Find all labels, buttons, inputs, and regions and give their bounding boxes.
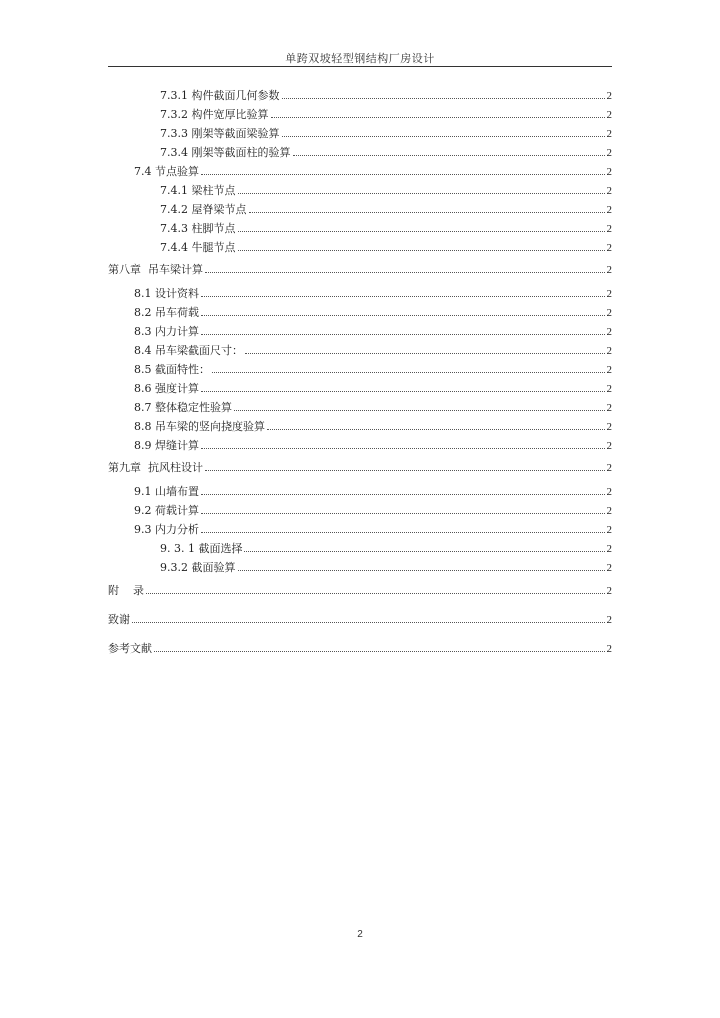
toc-entry[interactable] [134,164,612,180]
toc-chapter-entry[interactable] [108,641,612,657]
toc-entry[interactable] [160,88,612,104]
toc-entry[interactable] [134,503,612,519]
toc-entry[interactable] [160,240,612,256]
page-number: 2 [357,929,363,940]
toc-leader [201,391,605,392]
toc-page-number: 2 [606,147,612,159]
toc-page-number: 2 [606,486,612,498]
toc-page-number: 2 [606,326,612,338]
toc-entry[interactable] [134,438,612,454]
toc-entry[interactable] [134,305,612,321]
toc-leader [146,593,605,594]
toc-page-number: 2 [606,109,612,121]
toc-page-number: 2 [606,128,612,140]
toc-page-number: 2 [606,223,612,235]
toc-page-number: 2 [606,462,612,474]
toc-chapter-entry[interactable] [108,583,612,599]
toc-entry-title: 7.3.3 刚架等截面梁验算 [160,127,280,140]
toc-page-number: 2 [606,185,612,197]
toc-entry[interactable] [134,381,612,397]
toc-entry-title: 7.3.4 刚架等截面柱的验算 [160,146,291,159]
toc-entry-title: 8.2 吊车荷载 [134,306,199,319]
toc-leader [282,98,605,99]
toc-chapter-entry[interactable] [108,612,612,628]
toc-entry-title: 7.4.1 梁柱节点 [160,184,236,197]
toc-leader [238,250,605,251]
toc-page-number: 2 [606,440,612,452]
toc-entry[interactable] [160,126,612,142]
toc-entry[interactable] [134,343,612,359]
toc-leader [238,231,605,232]
toc-page-number: 2 [606,505,612,517]
toc-page-number: 2 [606,288,612,300]
toc-entry-title: 7.3.2 构件宽厚比验算 [160,108,269,121]
toc-entry-title: 8.3 内力计算 [134,325,199,338]
toc-entry-title: 9.3.2 截面验算 [160,561,236,574]
toc-page-number: 2 [606,402,612,414]
toc-page-number: 2 [606,166,612,178]
toc-entry-title: 8.8 吊车梁的竖向挠度验算 [134,420,265,433]
toc-entry-title: 7.4.2 屋脊梁节点 [160,203,247,216]
toc-leader [154,651,605,652]
toc-entry-title: 附 录 [108,584,144,597]
toc-leader [205,272,605,273]
toc-entry-title: 致谢 [108,613,130,626]
toc-leader [238,570,605,571]
toc-entry-title: 参考文献 [108,642,152,655]
toc-leader [267,429,605,430]
toc-page-number: 2 [606,524,612,536]
toc-leader [201,334,605,335]
toc-page-number: 2 [606,307,612,319]
toc-entry[interactable] [134,522,612,538]
table-of-contents [108,0,612,700]
toc-entry[interactable] [160,202,612,218]
toc-entry[interactable] [160,221,612,237]
toc-leader [201,315,605,316]
toc-page-number: 2 [606,383,612,395]
toc-entry-title: 8.5 截面特性： [134,363,210,376]
toc-entry[interactable] [134,419,612,435]
toc-page-number: 2 [606,242,612,254]
toc-page-number: 2 [606,585,612,597]
toc-leader [212,372,605,373]
toc-chapter-entry[interactable] [108,460,612,476]
toc-page-number: 2 [606,345,612,357]
toc-leader [249,212,605,213]
toc-page-number: 2 [606,204,612,216]
toc-entry-title: 7.3.1 构件截面几何参数 [160,89,280,102]
toc-entry-title: 第八章 吊车梁计算 [108,263,203,276]
toc-leader [205,470,605,471]
toc-entry[interactable] [160,560,612,576]
toc-entry-title: 9. 3. 1 截面选择 [160,542,243,555]
toc-leader [132,622,605,623]
toc-entry-title: 8.6 强度计算 [134,382,199,395]
toc-page-number: 2 [606,562,612,574]
toc-entry[interactable] [134,324,612,340]
toc-leader [201,296,605,297]
toc-entry[interactable] [134,362,612,378]
toc-entry-title: 9.2 荷载计算 [134,504,199,517]
toc-leader [282,136,605,137]
toc-page-number: 2 [606,614,612,626]
toc-entry-title: 第九章 抗风柱设计 [108,461,203,474]
toc-entry-title: 8.7 整体稳定性验算 [134,401,232,414]
toc-leader [201,494,605,495]
toc-page-number: 2 [606,264,612,276]
toc-entry[interactable] [160,541,612,557]
toc-entry-title: 9.1 山墙布置 [134,485,199,498]
running-header: 单跨双坡轻型钢结构厂房设计 [285,52,435,65]
toc-entry-title: 7.4 节点验算 [134,165,199,178]
toc-page-number: 2 [606,543,612,555]
toc-entry[interactable] [134,400,612,416]
toc-entry[interactable] [160,183,612,199]
toc-leader [238,193,605,194]
toc-entry-title: 8.4 吊车梁截面尺寸： [134,344,243,357]
toc-entry-title: 8.9 焊缝计算 [134,439,199,452]
toc-leader [293,155,605,156]
toc-leader [271,117,605,118]
toc-leader [201,513,605,514]
toc-leader [201,448,605,449]
toc-entry[interactable] [134,286,612,302]
toc-leader [201,532,605,533]
toc-leader [245,353,605,354]
toc-entry-title: 9.3 内力分析 [134,523,199,536]
toc-leader [244,551,604,552]
toc-leader [201,174,605,175]
toc-page-number: 2 [606,364,612,376]
toc-page-number: 2 [606,90,612,102]
toc-entry[interactable] [160,107,612,123]
toc-page-number: 2 [606,643,612,655]
toc-entry-title: 7.4.3 柱脚节点 [160,222,236,235]
toc-leader [234,410,605,411]
toc-entry[interactable] [160,145,612,161]
toc-page-number: 2 [606,421,612,433]
toc-entry-title: 7.4.4 牛腿节点 [160,241,236,254]
toc-entry[interactable] [134,484,612,500]
toc-chapter-entry[interactable] [108,262,612,278]
toc-entry-title: 8.1 设计资料 [134,287,199,300]
